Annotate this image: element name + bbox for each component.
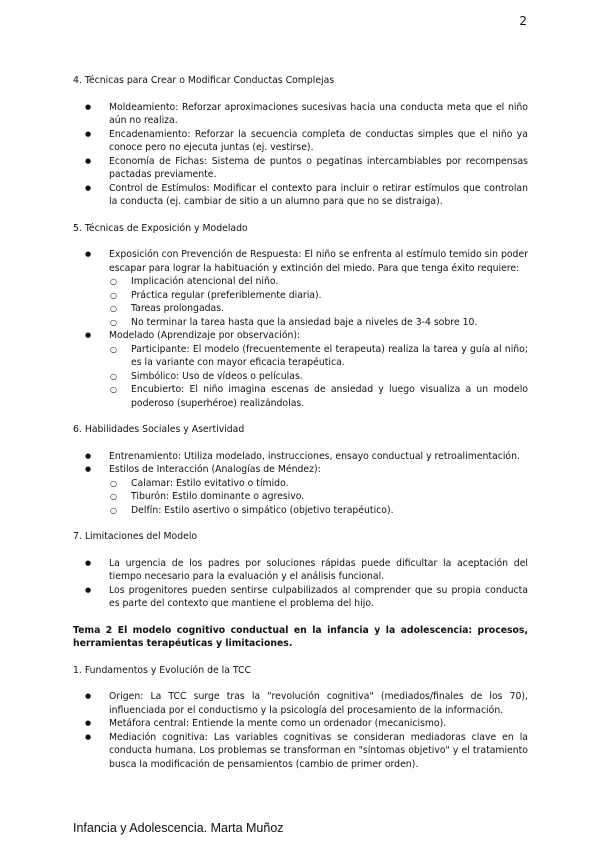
section-4-heading: 4. Técnicas para Crear o Modificar Conductas Complejas [73,75,335,86]
section-4-list [73,101,528,209]
list-item-text: ● Control de Estímulos: Modificar el contexto para incluir o retirar estímulos que controlan la conducta (ej. cambiar de sitio a un alumno para que no se distraiga). [109,183,528,208]
section-7-heading: 7. Limitaciones del Modelo [73,531,198,542]
sublist-item: ○ Tiburón: Estilo dominante o agresivo. [109,490,528,504]
list-item-text: ● Estilos de Interacción (Analogías de Méndez): [109,464,321,475]
list-item [73,731,528,772]
sublist-item: ○ Calamar: Estilo evitativo o tímido. [109,477,528,491]
list-item [73,101,528,128]
list-item-text: ● Exposición con Prevención de Respuesta: El niño se enfrenta al estímulo temido sin poder escapar para lograr la habituación y extinción del miedo. Para que tenga éxito requiere: [109,249,528,274]
list-item-text: ● Los progenitores pueden sentirse culpabilizados al comprender que su propia conducta es parte del contexto que mantiene el problema del hijo. [109,585,528,610]
list-item [73,450,528,464]
tema-2-list [73,690,528,771]
list-item-text: ● La urgencia de los padres por soluciones rápidas puede dificultar la aceptación del tiempo necesario para la evaluación y el análisis funcional. [109,558,528,583]
section-6-list [73,450,528,518]
list-item [73,557,528,584]
sublist-item: ○ No terminar la tarea hasta que la ansiedad baje a niveles de 3-4 sobre 10. [109,316,528,330]
tema-2-section-1-heading: 1. Fundamentos y Evolución de la TCC [73,664,252,676]
sublist [109,343,528,411]
sublist-item: ○ Tareas prolongadas. [109,302,528,316]
sublist-item: ○ Simbólico: Uso de vídeos o películas. [109,370,528,384]
list-item [73,155,528,182]
list-item-text: ● Encadenamiento: Reforzar la secuencia completa de conductas simples que el niño ya conoce pero no ejecuta juntas (ej. vestirse). [109,129,528,154]
section-5-heading: 5. Técnicas de Exposición y Modelado [73,222,248,234]
list-item [73,584,528,611]
page-number: 2 [519,14,527,28]
section-5-list [73,248,528,410]
list-item-text: ● Mediación cognitiva: Las variables cognitivas se consideran mediadoras clave en la conducta humana. Los problemas se transforman en "síntomas objetivo" y el tratamiento busca la modificación de pensamientos (cambio de primer orden). [109,732,528,770]
list-item [73,329,528,410]
section-7-list [73,557,528,611]
section-6-heading: 6. Habilidades Sociales y Asertividad [73,424,245,435]
sublist-item: ○ Implicación atencional del niño. [109,275,528,289]
sublist-item: ○ Encubierto: El niño imagina escenas de ansiedad y luego visualiza a un modelo poderoso (superhéroe) realizándolas. [109,383,528,410]
sublist [109,275,528,329]
list-item [73,717,528,731]
list-item-text: ● Metáfora central: Entiende la mente como un ordenador (mecanicismo). [109,718,446,729]
sublist-item: ○ Participante: El modelo (frecuentemente el terapeuta) realiza la tarea y guía al niño; es la variante con mayor eficacia terapéutica. [109,343,528,370]
sublist [109,477,528,518]
list-item-text: ● Modelado (Aprendizaje por observación): [109,330,300,341]
list-item-text: ● Entrenamiento: Utiliza modelado, instrucciones, ensayo conductual y retroalimentación. [109,451,520,462]
list-item [73,182,528,209]
list-item [73,128,528,155]
document-body [73,74,528,771]
list-item-text: ● Origen: La TCC surge tras la "revolución cognitiva" (mediados/finales de los 70), influenciada por el conductismo y la psicología del procesamiento de la información. [109,691,528,716]
list-item-text: ● Economía de Fichas: Sistema de puntos o pegatinas intercambiables por recompensas pactadas previamente. [109,156,528,181]
tema-2-heading: Tema 2 El modelo cognitivo conductual en la infancia y la adolescencia: procesos, herramientas terapéuticas y limitaciones. [73,624,528,649]
page-footer: Infancia y Adolescencia. Marta Muñoz [73,821,284,835]
list-item [73,463,528,517]
list-item [73,248,528,329]
sublist-item: ○ Práctica regular (preferiblemente diaria). [109,289,528,303]
list-item-text: ● Moldeamiento: Reforzar aproximaciones sucesivas hacia una conducta meta que el niño aún no realiza. [109,102,528,127]
sublist-item: ○ Delfín: Estilo asertivo o simpático (objetivo terapéutico). [109,504,528,518]
list-item [73,690,528,717]
